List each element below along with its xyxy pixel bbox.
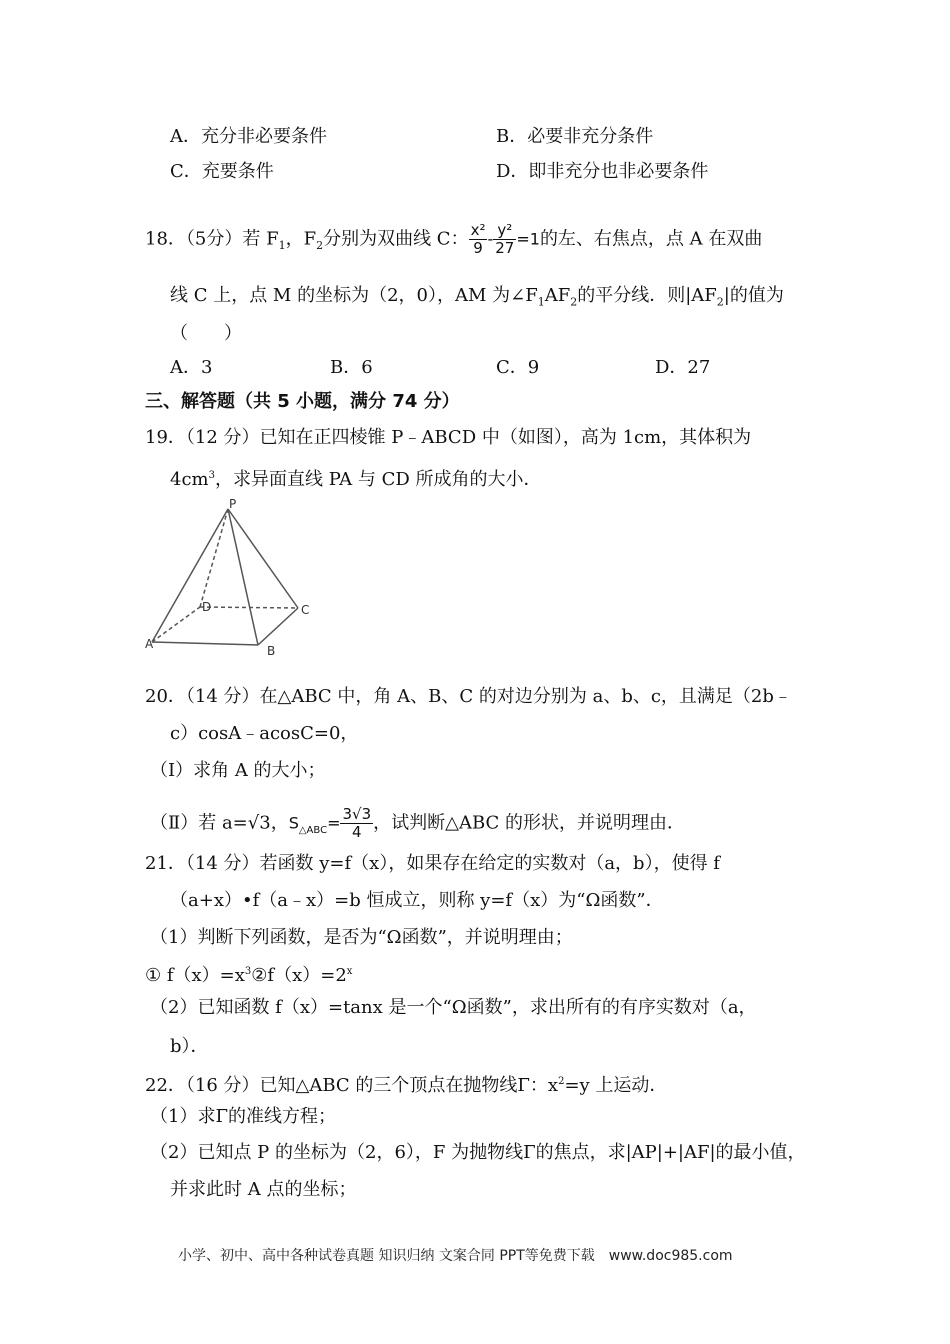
label-d: D [202, 600, 212, 614]
page-footer: 小学、初中、高中各种试卷真题 知识归纳 文案合同 PPT等免费下载 www.doc985.com [178, 1248, 733, 1264]
q20-part1: （Ⅰ）求角 A 的大小； [150, 760, 326, 781]
q18-fraction-y: $\frac{\text{y²}}{27}$ [495, 221, 515, 257]
q21-line2: （a+x）•f（a﹣x）=b 恒成立，则称 y=f（x）为“Ω函数”． [170, 890, 664, 911]
edge-pd-hidden [200, 509, 228, 607]
q22-part1: （1）求Γ的准线方程； [150, 1106, 336, 1127]
edge-ad-hidden [152, 607, 200, 642]
q21-part1-items: ① $f(x)=x^3②f(x)=2^x$ [145, 965, 353, 986]
q20-area-fraction: $\frac{3√3}{4}$ [342, 805, 372, 841]
q18-line2: 线 C 上，点 M 的坐标为（2，0），AM 为$\angle F_1AF_2$的平分线．则$|AF_2|$的值为 [170, 285, 784, 309]
q18-option-d: D．27 [655, 357, 711, 378]
q17-option-d: D．即非充分也非必要条件 [496, 161, 709, 182]
edge-ab [152, 642, 258, 645]
q21-part2-line1: （2）已知函数 f（x）=tanx 是一个“Ω函数”，求出所有的有序实数对（a， [150, 997, 757, 1018]
q17-option-b: B．必要非充分条件 [496, 126, 654, 147]
edge-pa [152, 509, 228, 642]
pyramid-figure [140, 495, 330, 660]
q22-part2-line1: （2）已知点 P 的坐标为（2，6），F 为抛物线Γ的焦点，求|AP|+|AF|的最小值， [150, 1142, 806, 1163]
q20-part2: （Ⅱ）若 a=√3，$S_{\triangle ABC}=$ $\frac{3√3}{4}$ ，试判断△ABC 的形状，并说明理由． [150, 805, 686, 841]
label-c: C [301, 603, 310, 617]
label-p: P [229, 497, 237, 511]
q18-fraction-x: $\frac{\text{x²}}{9}$ [470, 221, 486, 257]
q22-part2-line2: 并求此时 A 点的坐标； [170, 1179, 357, 1200]
label-b: B [267, 644, 276, 658]
q20-line1: 20．（14 分）在△ABC 中，角 A、B、C 的对边分别为 a、b、c，且满足（2b﹣ [145, 686, 792, 707]
edge-bc [258, 608, 298, 645]
q19-line2: $4cm^3$，求异面直线 PA 与 CD 所成角的大小． [170, 469, 542, 490]
q18-option-c: C．9 [496, 357, 540, 378]
q18-line1: 18．（5分）若 $F_1$，$F_2$分别为双曲线 C： $\frac{\text{x²}}{9}$ - $\frac{\text{y²}}{27}$ =1的左、右焦点，点 A 在双曲 [145, 221, 763, 257]
q18-option-a: A．3 [170, 357, 213, 378]
q21-part1: （1）判断下列函数，是否为“Ω函数”，并说明理由； [150, 927, 573, 948]
q20-line2: c）cosA﹣acosC=0， [170, 723, 359, 744]
q18-answer-parens: （ ） [170, 323, 242, 344]
q19-line1: 19．（12 分）已知在正四棱锥 P﹣ABCD 中（如图），高为 1cm，其体积为 [145, 427, 752, 448]
q18-option-b: B．6 [330, 357, 373, 378]
q21-part2-line2: b）． [170, 1036, 209, 1057]
section-heading: 三、解答题（共 5 小题，满分 74 分） [145, 391, 460, 412]
label-a: A [145, 637, 154, 651]
q17-option-a: A．充分非必要条件 [170, 126, 327, 147]
q21-line1: 21．（14 分）若函数 y=f（x），如果存在给定的实数对（a，b），使得 f [145, 853, 720, 874]
q17-option-c: C．充要条件 [170, 161, 274, 182]
q22-line1: 22．（16 分）已知△ABC 的三个顶点在抛物线Γ：$x^2=y$ 上运动． [145, 1075, 668, 1096]
